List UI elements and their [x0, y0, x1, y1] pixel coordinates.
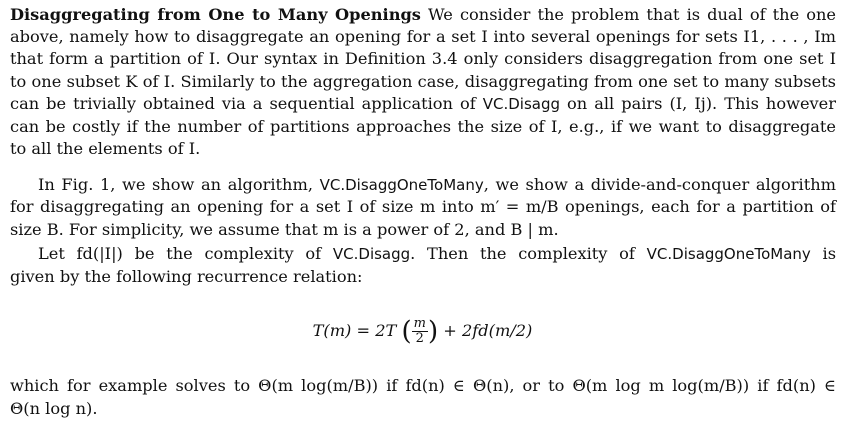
- equation-left-paren: (: [401, 316, 412, 347]
- para3-line1-a: Let fd(|I|) be the complexity of: [38, 244, 322, 263]
- para2-line2: for disaggregating an opening for a set I of size m into m′ = m/B openings, each for a partition of: [10, 197, 836, 216]
- para1-line5-a: can be trivially obtained via a sequential application of: [10, 94, 476, 113]
- equation-fraction: [412, 317, 428, 346]
- fraction-numerator: m: [413, 316, 426, 331]
- para3-line1-b: . Then the complexity of: [410, 244, 635, 263]
- para2-line1-b: , we show a divide-and-conquer algorithm: [483, 175, 836, 194]
- para1-line5: [10, 93, 836, 115]
- para1-line1-text: We consider the problem that is dual of the one: [427, 5, 836, 24]
- para1-line7: to all the elements of I.: [10, 139, 201, 158]
- para4-line1: which for example solves to Θ(m log(m/B)) if fd(n) ∈ Θ(n), or to Θ(m log m log(m/B)) if fd(n) ∈: [10, 376, 836, 395]
- para1-line1: [10, 4, 836, 26]
- section-heading: Disaggregating from One to Many Openings: [10, 5, 421, 24]
- equation-rhs: + 2fd(m/2): [443, 321, 533, 340]
- recurrence-equation: [0, 311, 845, 352]
- para2-line3: size B. For simplicity, we assume that m is a power of 2, and B | m.: [10, 220, 559, 239]
- para1-line6: can be costly if the number of partitions approaches the size of I, e.g., if we want to disaggregate: [10, 117, 836, 136]
- fraction-denominator: 2: [415, 331, 424, 346]
- equation-right-paren: ): [427, 316, 439, 347]
- para3-line2: given by the following recurrence relation:: [10, 267, 363, 286]
- code-vc-disagg-2: VC.Disagg: [332, 245, 411, 263]
- para2-line1: [38, 174, 836, 196]
- para3-line1: [38, 243, 836, 265]
- para1-line2: above, namely how to disaggregate an opening for a set I into several openings for sets I1, . . . , Im: [10, 27, 836, 46]
- para3-line1-c: is: [822, 244, 836, 263]
- para1-line4: to one subset K of I. Similarly to the aggregation case, disaggregating from one set to many subsets: [10, 72, 836, 91]
- equation-lhs: T(m) = 2T: [312, 321, 397, 340]
- para2-line1-a: In Fig. 1, we show an algorithm,: [38, 175, 313, 194]
- para1-line5-b: on all pairs (I, Ij). This however: [567, 94, 836, 113]
- code-vc-disagg-one-to-many: VC.DisaggOneToMany: [319, 176, 484, 194]
- code-vc-disagg: VC.Disagg: [482, 95, 560, 113]
- code-vc-disagg-one-to-many-2: VC.DisaggOneToMany: [646, 245, 811, 263]
- para1-line3: that form a partition of I. Our syntax in Definition 3.4 only considers disaggregation from one set I: [10, 49, 836, 68]
- para4-line2: Θ(n log n).: [10, 399, 98, 418]
